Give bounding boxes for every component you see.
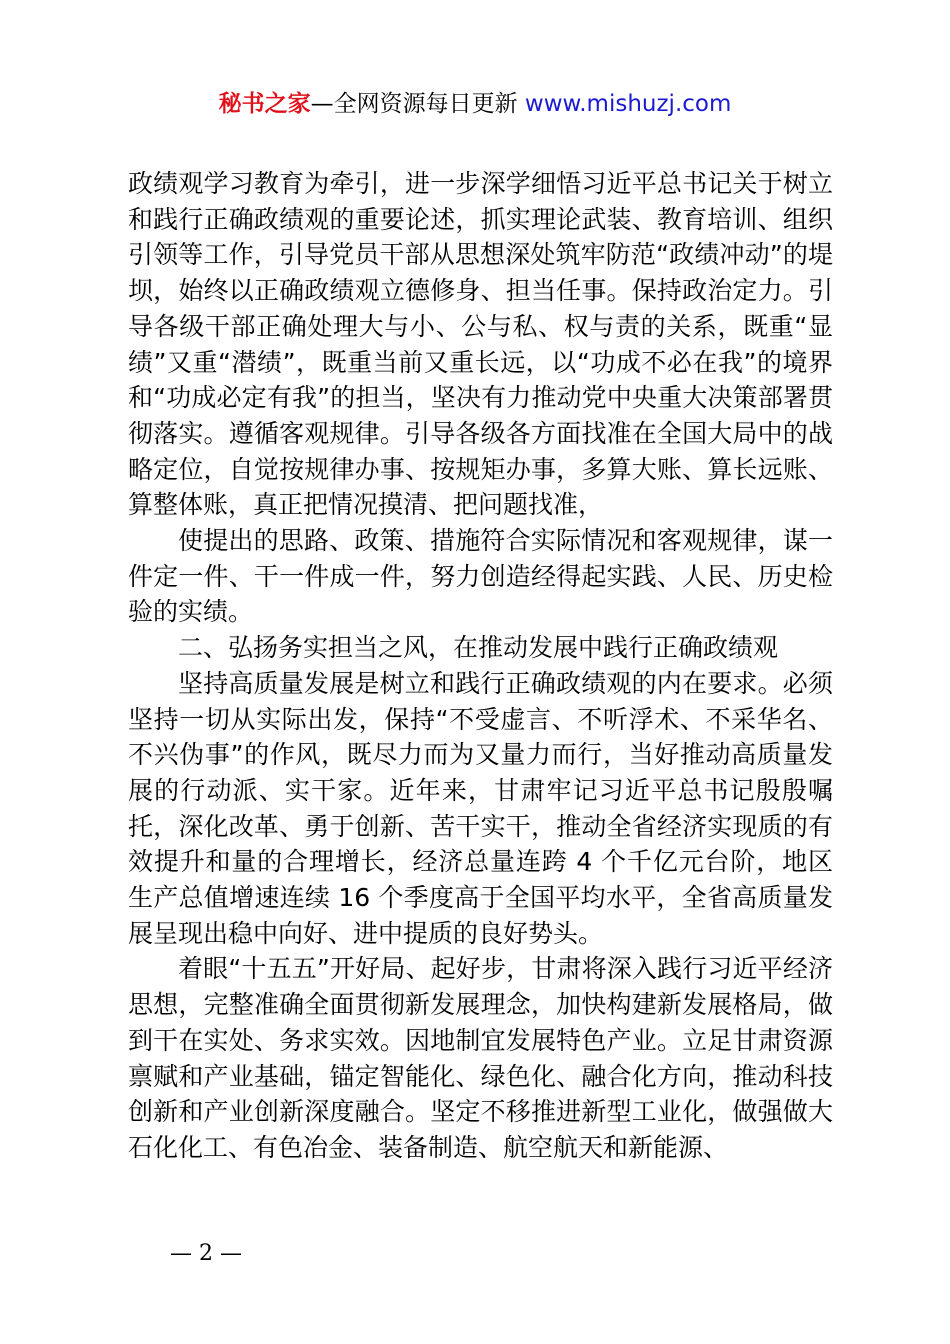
page-number: — 2 — — [170, 1241, 242, 1266]
paragraph: 着眼“十五五”开好局、起好步，甘肃将深入践行习近平经济思想，完整准确全面贯彻新发展理念，加快构建新发展格局，做到干在实处、务求实效。因地制宜发展特色产业。立足甘肃资源禀赋和产业基础，锚定智能化、绿色化、融合化方向，推动科技创新和产业创新深度融合。坚定不移推进新型工业化，做强做大石化化工、有色冶金、装备制造、航空航天和新能源、 — [128, 954, 833, 1162]
page-header — [0, 88, 950, 120]
document-body — [128, 166, 833, 1166]
paragraph: 政绩观学习教育为牵引，进一步深学细悟习近平总书记关于树立和践行正确政绩观的重要论述，抓实理论武装、教育培训、组织引领等工作，引导党员干部从思想深处筑牢防范“政绩冲动”的堤坝，始终以正确政绩观立德修身、担当任事。保持政治定力。引导各级干部正确处理大与小、公与私、权与责的关系，既重“显绩”又重“潜绩”，既重当前又重长远，以“功成不必在我”的境界和“功成必定有我”的担当，坚决有力推动党中央重大决策部署贯彻落实。遵循客观规律。引导各级各方面找准在全国大局中的战略定位，自觉按规律办事、按规矩办事，多算大账、算长远账、算整体账，真正把情况摸清、把问题找准， — [128, 169, 833, 520]
paragraph: 使提出的思路、政策、措施符合实际情况和客观规律，谋一件定一件、干一件成一件，努力创造经得起实践、人民、历史检验的实绩。 — [128, 526, 833, 627]
section-heading: 二、弘扬务实担当之风，在推动发展中践行正确政绩观 — [178, 633, 779, 663]
header-tagline: —全网资源每日更新 — [310, 91, 525, 117]
brand-name: 秘书之家 — [218, 91, 311, 117]
paragraph: 坚持高质量发展是树立和践行正确政绩观的内在要求。必须坚持一切从实际出发，保持“不受虚言、不听浮术、不采华名、不兴伪事”的作风，既尽力而为又量力而行，当好推动高质量发展的行动派、实干家。近年来，甘肃牢记习近平总书记殷殷嘱托，深化改革、勇于创新、苦干实干，推动全省经济实现质的有效提升和量的合理增长，经济总量连跨 4 个千亿元台阶，地区生产总值增速连续 16 个季度高于全国平均水平，全省高质量发展呈现出稳中向好、进中提质的良好势头。 — [128, 668, 833, 948]
site-url-link[interactable]: www.mishuzj.com — [524, 91, 732, 117]
